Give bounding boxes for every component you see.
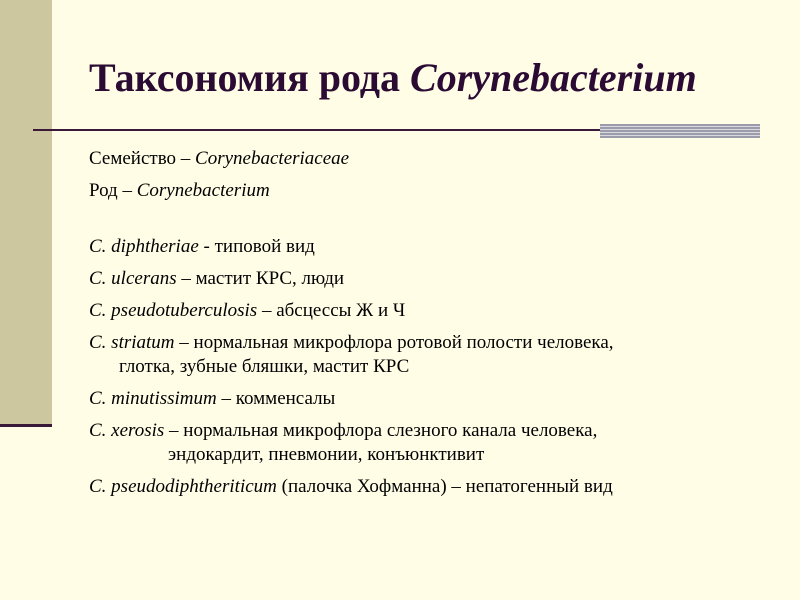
line-description: (палочка Хофманна) – непатогенный вид xyxy=(276,476,613,497)
list-item-species xyxy=(89,387,779,411)
line-taxon: C. ulcerans xyxy=(89,268,177,289)
line-continuation: эндокардит, пневмонии, конъюнктивит xyxy=(168,444,485,465)
list-item-genus xyxy=(89,179,779,203)
line-label: Семейство – xyxy=(89,148,196,169)
title-divider-bar xyxy=(600,124,760,138)
list-item-species xyxy=(89,475,779,499)
line-taxon: Corynebacteriaceae xyxy=(195,148,350,169)
line-description: – нормальная микрофлора ротовой полости человека, xyxy=(174,332,614,353)
title-divider-line xyxy=(33,129,600,131)
line-description: - типовой вид xyxy=(198,236,315,257)
line-label: Род – xyxy=(89,180,137,201)
line-description: – нормальная микрофлора слезного канала человека, xyxy=(164,420,598,441)
line-taxon: C. pseudodiphtheriticum xyxy=(89,476,277,497)
list-item-species xyxy=(89,331,779,379)
title-prefix: Таксономия рода xyxy=(89,55,411,100)
title-genus: Corynebacterium xyxy=(410,55,697,100)
slide-content xyxy=(89,147,779,507)
left-decor-line xyxy=(0,424,52,427)
list-item-species xyxy=(89,419,779,467)
line-taxon: C. minutissimum xyxy=(89,388,217,409)
left-decor-band xyxy=(0,0,52,425)
line-description: – мастит КРС, люди xyxy=(176,268,345,289)
line-taxon: C. pseudotuberculosis xyxy=(89,300,258,321)
list-item-species xyxy=(89,299,779,323)
line-taxon: Corynebacterium xyxy=(136,180,270,201)
line-taxon: C. diphtheriae xyxy=(89,236,199,257)
line-description: – комменсалы xyxy=(216,388,336,409)
list-item-species xyxy=(89,267,779,291)
list-item-species xyxy=(89,235,779,259)
list-item-family xyxy=(89,147,779,171)
line-taxon: C. xerosis xyxy=(89,420,165,441)
slide-title xyxy=(89,56,697,100)
line-taxon: C. striatum xyxy=(89,332,175,353)
line-description: – абсцессы Ж и Ч xyxy=(257,300,406,321)
line-continuation: глотка, зубные бляшки, мастит КРС xyxy=(119,356,410,377)
